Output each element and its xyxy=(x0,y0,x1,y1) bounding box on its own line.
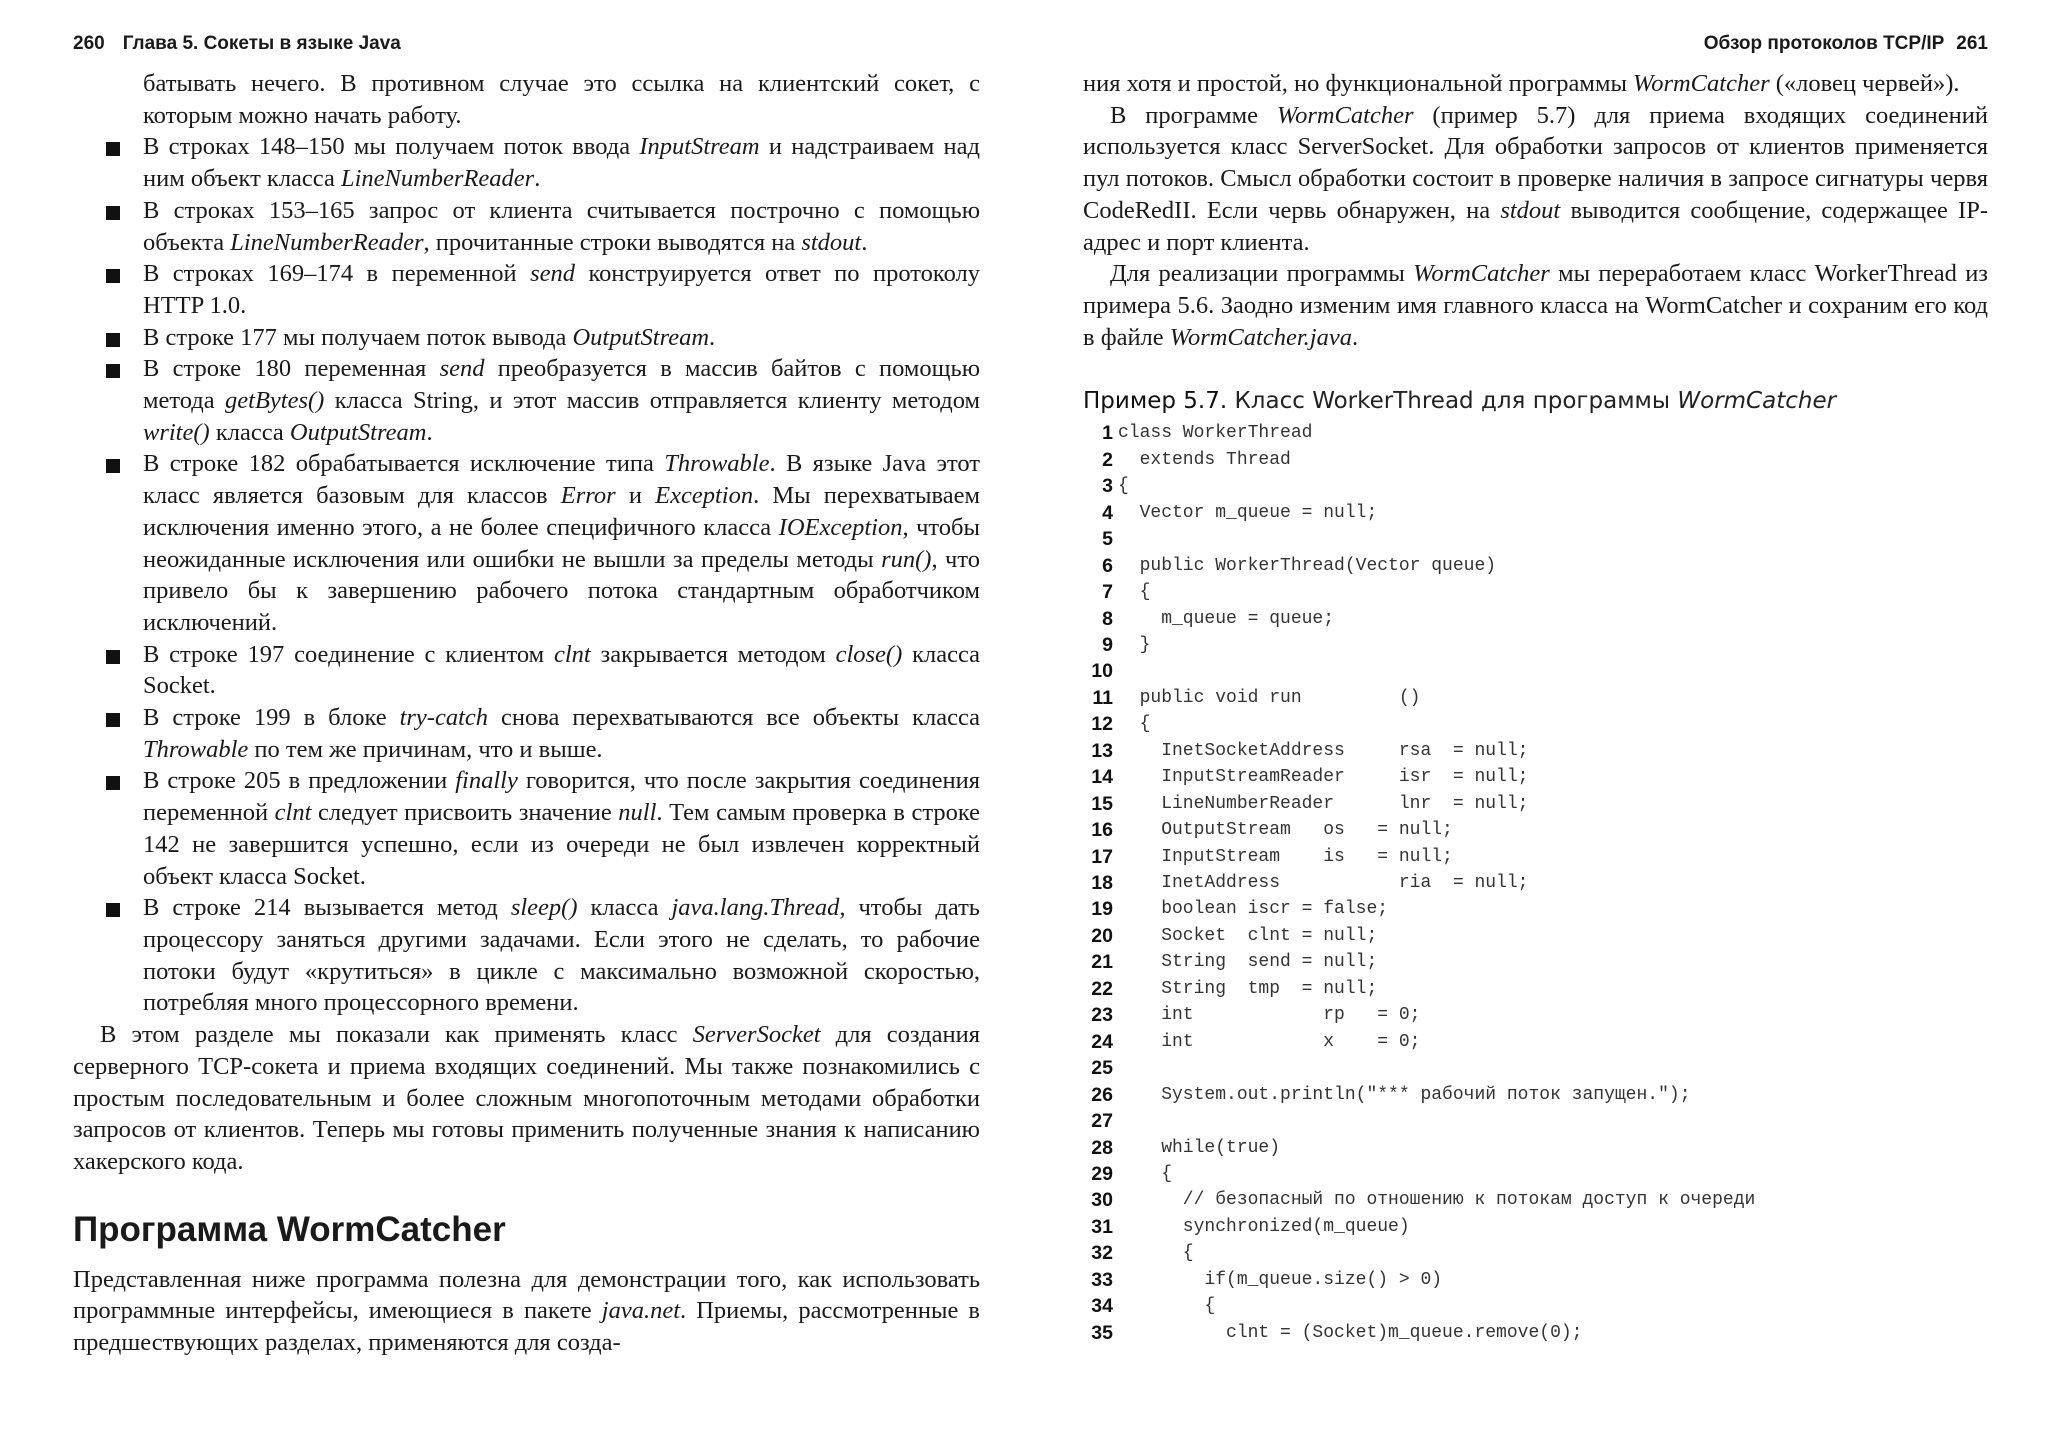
italic-term: IOException xyxy=(778,513,903,541)
code-text: m_queue = queue; xyxy=(1118,608,1335,629)
italic-term: Throwable xyxy=(143,735,249,763)
line-number: 7 xyxy=(1102,581,1113,604)
code-listing xyxy=(1083,420,1988,1346)
bullet-list xyxy=(73,131,980,1019)
text-run: Для реализации программы xyxy=(1110,260,1414,288)
code-text: clnt = (Socket)m_queue.remove(0); xyxy=(1118,1322,1583,1343)
text-run: , чтобы дать процессору заняться другими задачами. Если этого не сделать, то рабочие потоки будут «крутиться» в цикле с максимально возможной скоростью, потребляя много процессорного времени. xyxy=(143,894,980,1017)
code-line xyxy=(1083,1240,1988,1266)
line-number: 10 xyxy=(1091,660,1113,683)
line-number: 15 xyxy=(1091,792,1113,815)
text-run: закрывается методом xyxy=(590,640,836,668)
code-line xyxy=(1083,896,1988,922)
example-caption-text: Класс WorkerThread для программы xyxy=(1227,388,1678,415)
text-run: . В языке Java этот класс является базовым для классов xyxy=(143,450,981,510)
code-text: while(true) xyxy=(1118,1137,1281,1158)
code-text: InetSocketAddress rsa = null; xyxy=(1118,740,1529,761)
italic-term: finally xyxy=(455,767,518,795)
bullet-item xyxy=(73,448,980,638)
text-run: . Приемы, рассмотренные в предшествующих разделах, применяются для созда- xyxy=(73,1297,980,1357)
italic-term: null xyxy=(618,799,657,827)
code-text: extends Thread xyxy=(1118,449,1291,470)
italic-term: send xyxy=(439,355,485,383)
text-run: говорится, что после закрытия соединения переменной xyxy=(143,767,980,827)
italic-term: LineNumberReader xyxy=(340,165,535,193)
code-line xyxy=(1083,1320,1988,1346)
code-line xyxy=(1083,764,1988,790)
line-number: 11 xyxy=(1092,686,1113,709)
code-text: boolean iscr = false; xyxy=(1118,899,1389,920)
line-number: 16 xyxy=(1091,819,1113,842)
italic-term: sleep() xyxy=(510,894,578,922)
code-line xyxy=(1083,976,1988,1002)
line-number: 22 xyxy=(1091,977,1113,1000)
left-running-header xyxy=(73,30,980,58)
code-line xyxy=(1083,632,1988,658)
code-text: String send = null; xyxy=(1118,952,1378,973)
line-number: 5 xyxy=(1102,528,1113,551)
example-caption xyxy=(1083,385,1988,417)
text-run: и xyxy=(615,482,656,510)
italic-term: OutputStream xyxy=(572,323,710,351)
code-text: { xyxy=(1118,1296,1216,1317)
bullet-item xyxy=(73,322,980,354)
italic-term: clnt xyxy=(553,640,591,668)
code-text: // безопасный по отношению к потокам доступ к очереди xyxy=(1118,1190,1756,1211)
code-text: synchronized(m_queue) xyxy=(1118,1216,1410,1237)
text-run: и надстраиваем над ним объект класса xyxy=(143,133,980,193)
bullet-item xyxy=(73,892,980,1019)
text-run: преобразуется в массив байтов с помощью метода xyxy=(143,355,980,415)
code-line xyxy=(1083,870,1988,896)
code-line xyxy=(1083,500,1988,526)
code-text: OutputStream os = null; xyxy=(1118,820,1453,841)
line-number: 17 xyxy=(1091,845,1113,868)
code-text: { xyxy=(1118,582,1151,603)
bullet-item xyxy=(73,639,980,702)
body-paragraph xyxy=(1083,100,1988,259)
code-text: public WorkerThread(Vector queue) xyxy=(1118,555,1497,576)
left-page-number: 260 xyxy=(73,33,105,54)
text-run: («ловец червей»). xyxy=(1769,70,1960,97)
code-line xyxy=(1083,606,1988,632)
text-run: В строке 180 переменная xyxy=(143,355,440,383)
text-run: В строке 182 обрабатывается исключение типа xyxy=(143,450,665,478)
code-line xyxy=(1083,1267,1988,1293)
code-text: InputStream is = null; xyxy=(1118,846,1453,867)
bullet-item xyxy=(73,195,980,258)
text-run: В строках 148–150 мы получаем поток ввода xyxy=(143,133,640,161)
line-number: 21 xyxy=(1091,951,1113,974)
line-number: 27 xyxy=(1091,1110,1113,1133)
text-run: класса xyxy=(209,418,290,446)
text-run: по тем же причинам, что и выше. xyxy=(248,735,603,763)
summary-paragraph xyxy=(73,1019,980,1178)
code-line xyxy=(1083,711,1988,737)
italic-term: stdout xyxy=(1500,196,1561,224)
right-body xyxy=(1083,68,1988,1346)
italic-term: java.net xyxy=(601,1297,681,1325)
italic-term: OutputStream xyxy=(289,418,427,446)
italic-term: try-catch xyxy=(399,704,489,732)
left-header-title: Глава 5. Сокеты в языке Java xyxy=(122,33,401,54)
code-text: String tmp = null; xyxy=(1118,978,1378,999)
left-body xyxy=(73,68,980,1359)
right-paragraphs xyxy=(1083,68,1988,353)
italic-term: write() xyxy=(143,418,210,446)
text-run: В строке 197 соединение с клиентом xyxy=(143,640,554,668)
bullet-item xyxy=(73,258,980,321)
line-number: 20 xyxy=(1091,924,1113,947)
code-text: { xyxy=(1118,1243,1194,1264)
text-run: для создания серверного TCP-сокета и приема входящих соединений. Мы также познакомились с простым последовательным и более сложным многопоточным методами обработки запросов от клиентов. Теперь мы готовы применить полученные знания к написанию хакерского кода. xyxy=(73,1021,980,1175)
italic-term: Throwable xyxy=(664,450,770,478)
line-number: 35 xyxy=(1091,1321,1113,1344)
code-line xyxy=(1083,685,1988,711)
line-number: 24 xyxy=(1091,1030,1113,1053)
left-page xyxy=(73,0,980,1447)
line-number: 28 xyxy=(1091,1136,1113,1159)
text-run: конструируется ответ по протоколу HTTP 1.0. xyxy=(143,260,980,319)
line-number: 25 xyxy=(1091,1057,1113,1080)
right-running-header xyxy=(1083,30,1988,58)
text-run: В строке 177 мы получаем поток вывода xyxy=(143,323,573,351)
code-line xyxy=(1083,1002,1988,1028)
italic-term: LineNumberReader xyxy=(230,228,424,256)
line-number: 23 xyxy=(1091,1004,1113,1027)
code-text: InetAddress ria = null; xyxy=(1118,873,1529,894)
code-line xyxy=(1083,1187,1988,1213)
italic-term: WormCatcher xyxy=(1413,260,1550,288)
code-text: { xyxy=(1118,1164,1173,1185)
text-run: В строке 205 в предложении xyxy=(143,767,456,795)
code-line xyxy=(1083,791,1988,817)
text-run: класса Socket. xyxy=(143,640,980,700)
italic-term: WormCatcher.java xyxy=(1169,323,1352,351)
section-heading: Программа WormCatcher xyxy=(73,1209,506,1249)
italic-term: Exception xyxy=(655,482,754,510)
italic-term: InputStream xyxy=(639,133,760,161)
code-line xyxy=(1083,1108,1988,1134)
text-run: мы переработаем класс WorkerThread из примера 5.6. Заодно изменим имя главного класса на WormCatcher и сохраним его код в файле xyxy=(1083,260,1988,351)
right-page xyxy=(1083,0,1988,1447)
text-run: , прочитанные строки выводятся на xyxy=(423,228,802,256)
code-line xyxy=(1083,1055,1988,1081)
code-line xyxy=(1083,473,1988,499)
code-line xyxy=(1083,526,1988,552)
text-run: . Мы перехватываем исключения именно этого, а не более специфичного класса xyxy=(143,482,980,541)
italic-term: WormCatcher xyxy=(1276,101,1414,129)
line-number: 29 xyxy=(1091,1163,1113,1186)
line-number: 33 xyxy=(1091,1268,1113,1291)
text-run: , что привело бы к завершению рабочего потока стандартным обработчиком исключений. xyxy=(143,545,980,636)
italic-term: java.lang.Thread xyxy=(671,894,840,922)
code-text: class WorkerThread xyxy=(1118,423,1313,444)
code-line xyxy=(1083,1293,1988,1319)
code-text: Socket clnt = null; xyxy=(1118,925,1378,946)
italic-term: WormCatcher xyxy=(1633,70,1770,97)
code-text: System.out.println("*** рабочий поток запущен."); xyxy=(1118,1084,1691,1105)
line-number: 18 xyxy=(1091,872,1113,895)
line-number: 6 xyxy=(1102,554,1113,577)
text-run: . xyxy=(534,165,541,193)
italic-term: ServerSocket xyxy=(692,1021,821,1049)
code-line xyxy=(1083,949,1988,975)
bullet-item xyxy=(73,353,980,448)
text-run: следует присвоить значение xyxy=(311,799,619,827)
example-caption-italic: WormCatcher xyxy=(1677,388,1837,415)
code-text: InputStreamReader isr = null; xyxy=(1118,767,1529,788)
line-number: 9 xyxy=(1102,633,1113,656)
text-run: В программе xyxy=(1110,101,1277,129)
text-run: В строке 199 в блоке xyxy=(143,704,400,732)
code-line xyxy=(1083,738,1988,764)
code-text: { xyxy=(1118,476,1129,497)
code-text: public void run () xyxy=(1118,687,1421,708)
text-run: . xyxy=(426,418,433,446)
text-run: класса xyxy=(577,894,672,922)
bullet-item xyxy=(73,131,980,194)
italic-term: Error xyxy=(560,482,616,510)
code-text: int x = 0; xyxy=(1118,1031,1421,1052)
text-run: снова перехватываются все объекты класса xyxy=(488,704,980,732)
code-text: Vector m_queue = null; xyxy=(1118,502,1378,523)
example-caption-label: Пример 5.7. xyxy=(1083,388,1228,415)
text-run: В этом разделе мы показали как применять класс xyxy=(100,1021,693,1049)
code-line xyxy=(1083,1082,1988,1108)
line-number: 1 xyxy=(1102,422,1113,445)
code-line xyxy=(1083,817,1988,843)
text-run: выводится сообщение, содержащее IP-адрес и порт клиента. xyxy=(1083,196,1988,256)
code-line xyxy=(1083,447,1988,473)
italic-term: stdout xyxy=(801,228,862,256)
italic-term: send xyxy=(530,260,576,288)
text-run: . xyxy=(709,323,716,351)
text-run: Представленная ниже программа полезна для демонстрации того, как использовать программные интерфейсы, имеющиеся в пакете xyxy=(73,1265,980,1325)
text-run: ния хотя и простой, но функциональной программы xyxy=(1083,70,1634,97)
text-run: . xyxy=(1351,323,1359,351)
line-number: 26 xyxy=(1091,1083,1113,1106)
right-header-title: Обзор протоколов TCP/IP xyxy=(1703,33,1945,54)
text-run: класса String, и этот массив отправляется клиенту методом xyxy=(324,387,980,415)
text-run: . Тем самым проверка в строке 142 не завершится успешно, если из очереди не был извлечен корректный объект класса Socket. xyxy=(143,799,981,890)
line-number: 2 xyxy=(1102,448,1113,471)
line-number: 31 xyxy=(1091,1215,1113,1238)
text-run: В строке 214 вызывается метод xyxy=(143,894,511,922)
italic-term: getBytes() xyxy=(225,387,325,415)
section-paragraph xyxy=(73,1264,980,1359)
italic-term: run() xyxy=(881,545,932,573)
line-number: 13 xyxy=(1091,739,1113,762)
code-text: LineNumberReader lnr = null; xyxy=(1118,793,1529,814)
code-text: { xyxy=(1118,714,1151,735)
text-run: . xyxy=(861,228,868,256)
code-line xyxy=(1083,923,1988,949)
line-number: 8 xyxy=(1102,607,1113,630)
body-paragraph xyxy=(1083,68,1988,100)
italic-term: close() xyxy=(835,640,903,668)
bullet-item xyxy=(73,702,980,765)
right-page-number: 261 xyxy=(1956,33,1988,54)
code-text: int rp = 0; xyxy=(1118,1005,1421,1026)
code-line xyxy=(1083,1029,1988,1055)
line-number: 14 xyxy=(1091,766,1113,789)
line-number: 30 xyxy=(1091,1189,1113,1212)
text-run: В строках 169–174 в переменной xyxy=(143,260,531,288)
line-number: 34 xyxy=(1091,1295,1113,1318)
code-line xyxy=(1083,658,1988,684)
italic-term: clnt xyxy=(274,799,312,827)
code-line xyxy=(1083,1214,1988,1240)
line-number: 3 xyxy=(1102,475,1113,498)
code-text: if(m_queue.size() > 0) xyxy=(1118,1269,1443,1290)
code-text: } xyxy=(1118,634,1151,655)
text-run: (пример 5.7) для приема входящих соединений используется класс ServerSocket. Для обработки запросов от клиентов применяется пул потоков. Смысл обработки состоит в проверке наличия в запросе сигнатуры червя CodeRedII. Если червь обнаружен, на xyxy=(1083,101,1988,224)
code-line xyxy=(1083,553,1988,579)
line-number: 19 xyxy=(1091,898,1113,921)
line-number: 4 xyxy=(1102,501,1113,524)
code-line xyxy=(1083,1135,1988,1161)
body-paragraph xyxy=(1083,258,1988,353)
line-number: 32 xyxy=(1091,1242,1113,1265)
code-line xyxy=(1083,579,1988,605)
line-number: 12 xyxy=(1091,713,1113,736)
text-run: , чтобы неожиданные исключения или ошибки не вышли за пределы методы xyxy=(143,513,980,573)
code-line xyxy=(1083,1161,1988,1187)
lead-paragraph: батывать нечего. В противном случае это ссылка на клиентский сокет, с которым можно начать работу. xyxy=(143,70,980,129)
code-line xyxy=(1083,420,1988,446)
text-run: В строках 153–165 запрос от клиента считывается построчно с помощью объекта xyxy=(143,196,980,256)
code-line xyxy=(1083,844,1988,870)
bullet-item xyxy=(73,765,980,892)
